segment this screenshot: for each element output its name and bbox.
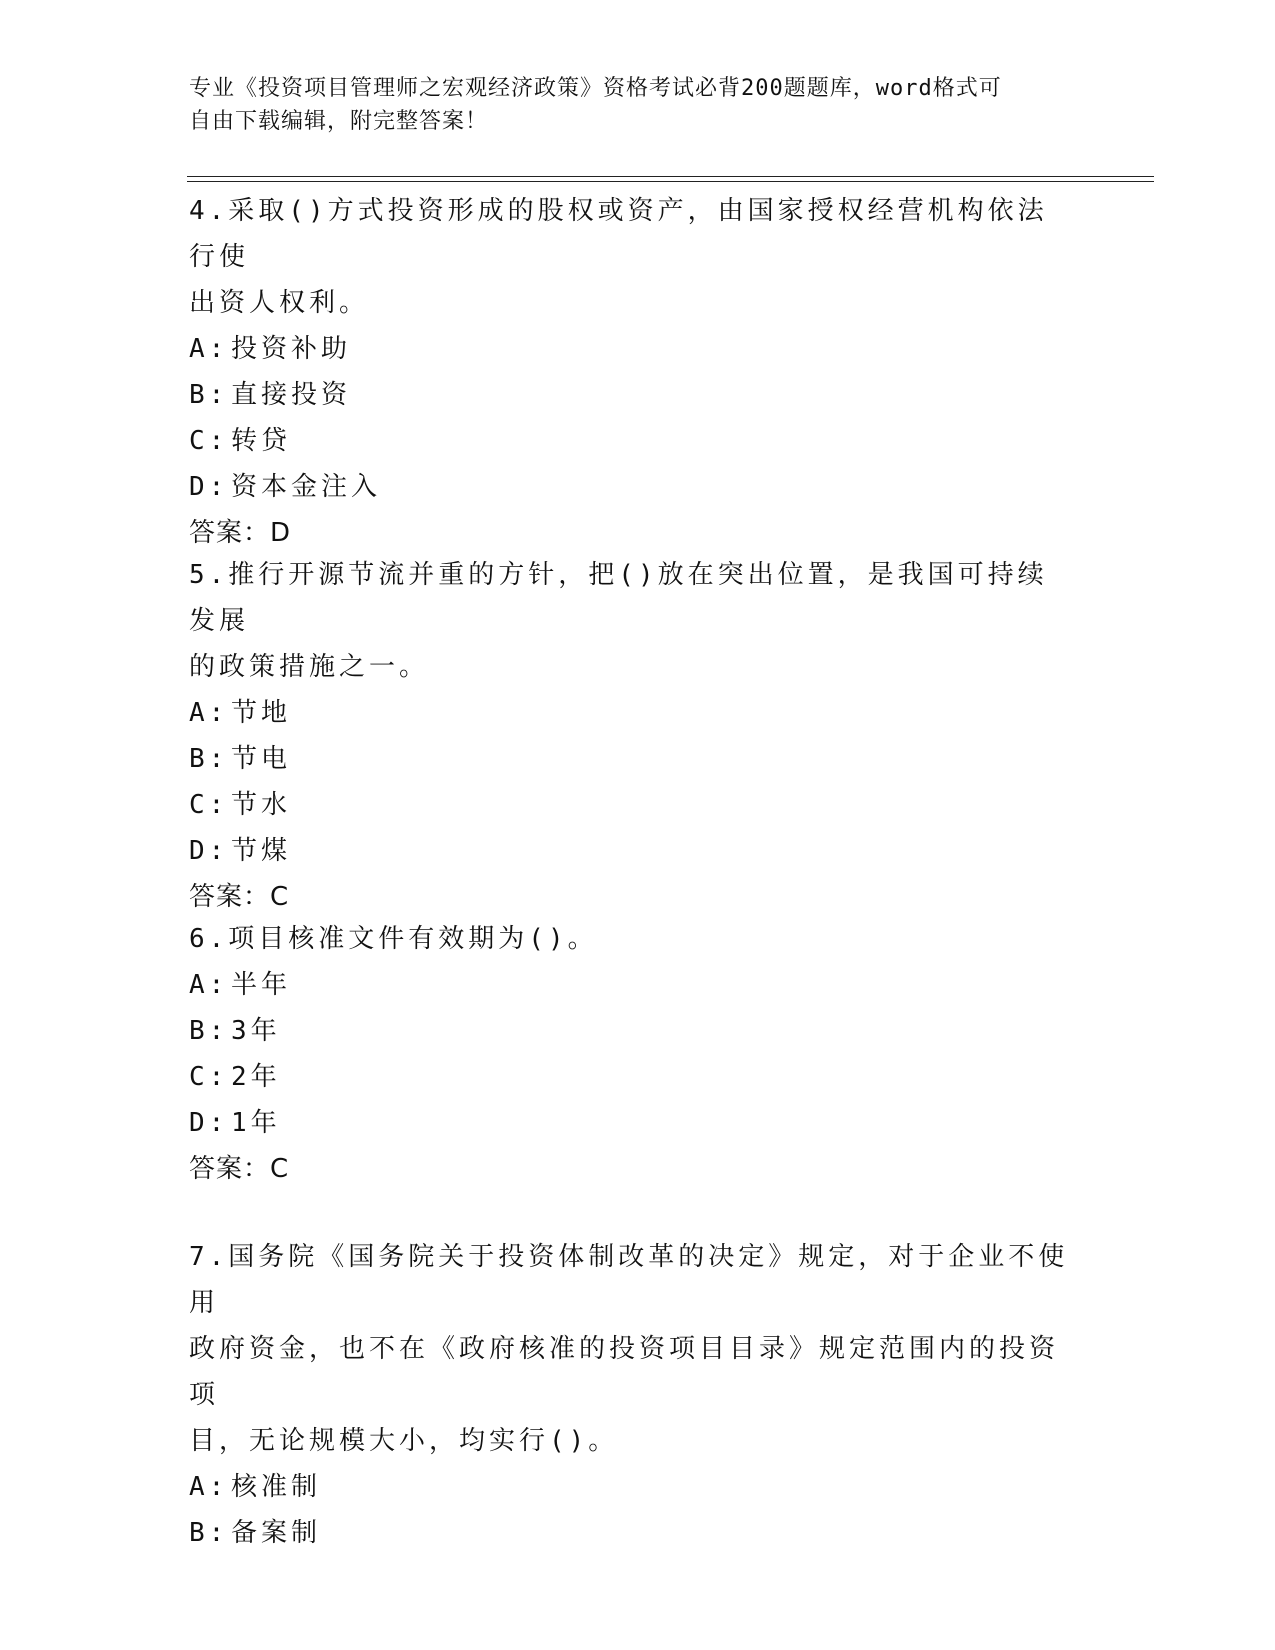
option-b [189, 1510, 1069, 1556]
option-d [189, 1100, 1069, 1146]
question-4 [189, 188, 1069, 556]
option-letter: C: [189, 426, 229, 456]
stem-line: 4.采取()方式投资形成的股权或资产，由国家授权经营机构依法行使 [189, 196, 1048, 272]
header-divider-top [187, 176, 1154, 177]
option-a [189, 962, 1069, 1008]
option-letter: B: [189, 744, 229, 774]
option-c [189, 782, 1069, 828]
stem-line: 出资人权利。 [189, 288, 370, 318]
option-letter: A: [189, 1472, 229, 1502]
option-text: 备案制 [231, 1518, 322, 1548]
option-c [189, 418, 1069, 464]
stem-line: 的政策措施之一。 [189, 652, 430, 682]
option-d [189, 464, 1069, 510]
question-stem [189, 188, 1069, 326]
option-a [189, 1464, 1069, 1510]
option-letter: C: [189, 1062, 229, 1092]
option-letter: B: [189, 380, 229, 410]
option-letter: D: [189, 1108, 229, 1138]
option-text: 节地 [231, 698, 292, 728]
header-line-1: 专业《投资项目管理师之宏观经济政策》资格考试必背200题题库，word格式可 [189, 76, 1002, 101]
option-c [189, 1054, 1069, 1100]
question-stem [189, 1234, 1069, 1464]
option-text: 半年 [231, 970, 292, 1000]
stem-line: 6.项目核准文件有效期为()。 [189, 924, 598, 954]
document-header [189, 72, 1069, 138]
stem-line: 目，无论规模大小，均实行()。 [189, 1426, 619, 1456]
answer-line: 答案：D [189, 518, 292, 548]
option-text: 直接投资 [231, 380, 352, 410]
option-letter: C: [189, 790, 229, 820]
option-text: 节煤 [231, 836, 292, 866]
option-text: 2年 [231, 1062, 281, 1092]
option-letter: D: [189, 472, 229, 502]
question-stem [189, 916, 1069, 962]
option-text: 节电 [231, 744, 292, 774]
option-a [189, 690, 1069, 736]
option-d [189, 828, 1069, 874]
option-text: 节水 [231, 790, 292, 820]
option-letter: A: [189, 698, 229, 728]
option-text: 资本金注入 [231, 472, 382, 502]
stem-line: 政府资金，也不在《政府核准的投资项目目录》规定范围内的投资项 [189, 1334, 1060, 1410]
option-letter: D: [189, 836, 229, 866]
header-line-2: 自由下载编辑，附完整答案！ [189, 109, 489, 134]
question-5 [189, 552, 1069, 920]
question-stem [189, 552, 1069, 690]
option-letter: B: [189, 1518, 229, 1548]
stem-line: 7.国务院《国务院关于投资体制改革的决定》规定，对于企业不使用 [189, 1242, 1069, 1318]
option-letter: B: [189, 1016, 229, 1046]
question-7 [189, 1234, 1069, 1556]
option-text: 3年 [231, 1016, 281, 1046]
option-letter: A: [189, 334, 229, 364]
option-text: 核准制 [231, 1472, 322, 1502]
answer-line: 答案：C [189, 882, 290, 912]
question-6 [189, 916, 1069, 1192]
answer-line: 答案：C [189, 1154, 290, 1184]
option-b [189, 372, 1069, 418]
option-a [189, 326, 1069, 372]
option-text: 投资补助 [231, 334, 352, 364]
option-b [189, 736, 1069, 782]
option-letter: A: [189, 970, 229, 1000]
option-b [189, 1008, 1069, 1054]
stem-line: 5.推行开源节流并重的方针，把()放在突出位置，是我国可持续发展 [189, 560, 1048, 636]
header-divider-bottom [187, 181, 1154, 182]
option-text: 转贷 [231, 426, 292, 456]
option-text: 1年 [231, 1108, 281, 1138]
